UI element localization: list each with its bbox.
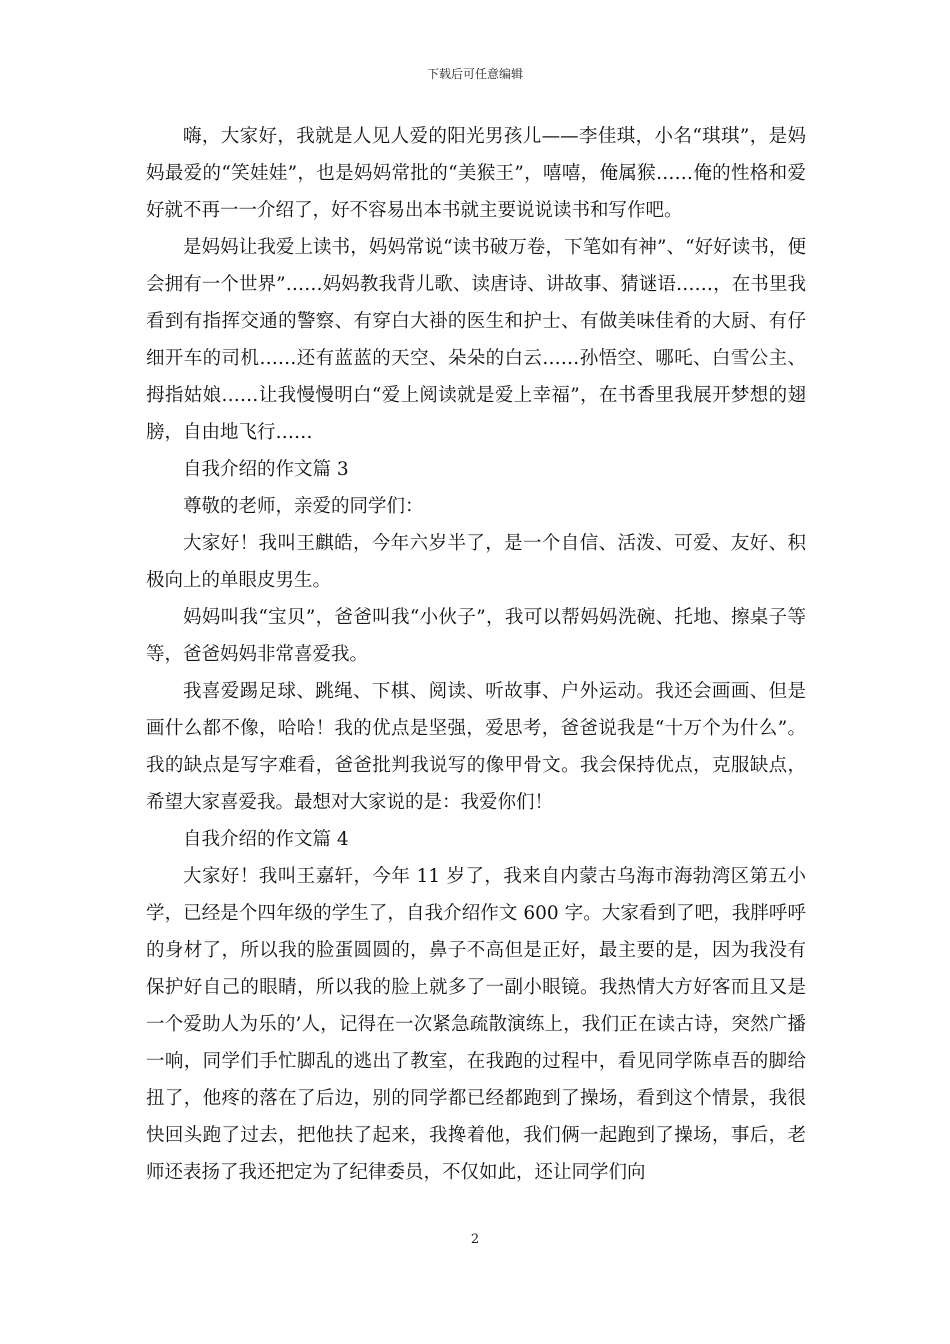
document-body bbox=[146, 118, 806, 1191]
paragraph-wang-jiaxuan: 大家好！我叫王嘉轩，今年 11 岁了，我来自内蒙古乌海市海勃湾区第五小学，已经是个四年级的学生了，自我介绍作文 600 字。大家看到了吧，我胖呼呼的身材了，所以我的脸蛋圆圆的，鼻子不高但是正好，最主要的是，因为我没有保护好自己的眼睛，所以我的脸上就多了一副小眼镜。我热情大方好客而且又是一个爱助人为乐的’人，记得在一次紧急疏散演练上，我们正在读古诗，突然广播一响，同学们手忙脚乱的逃出了教室，在我跑的过程中，看见同学陈卓吾的脚给扭了，他疼的落在了后边，别的同学都已经都跑到了操场，看到这个情景，我很快回头跑了过去，把他扶了起来，我搀着他，我们俩一起跑到了操场，事后，老师还表扬了我还把定为了纪律委员，不仅如此，还让同学们向 bbox=[146, 866, 806, 1183]
paragraph-hobbies: 我喜爱踢足球、跳绳、下棋、阅读、听故事、户外运动。我还会画画、但是画什么都不像，哈哈！我的优点是坚强，爱思考，爸爸说我是“十万个为什么”。我的缺点是写字难看，爸爸批判我说写的像甲骨文。我会保持优点，克服缺点，希望大家喜爱我。最想对大家说的是：我爱你们！ bbox=[146, 681, 806, 813]
section-heading-3: 自我介绍的作文篇 3 bbox=[183, 459, 349, 480]
page-header: 下载后可任意编辑 bbox=[426, 67, 523, 81]
page-number: 2 bbox=[470, 1232, 480, 1247]
paragraph-reading: 是妈妈让我爱上读书，妈妈常说“读书破万卷，下笔如有神”、“好好读书，便会拥有一个世界”……妈妈教我背儿歌、读唐诗、讲故事、猜谜语……，在书里我看到有指挥交通的警察、有穿白大褂的医生和护士、有做美味佳肴的大厨、有仔细开车的司机……还有蓝蓝的天空、朵朵的白云……孙悟空、哪吒、白雪公主、拇指姑娘……让我慢慢明白“爱上阅读就是爱上幸福”，在书香里我展开梦想的翅膀，自由地飞行…… bbox=[146, 237, 806, 443]
paragraph-self-intro: 大家好！我叫王麒皓，今年六岁半了，是一个自信、活泼、可爱、友好、积极向上的单眼皮男生。 bbox=[146, 533, 806, 591]
paragraph-intro: 嗨，大家好，我就是人见人爱的阳光男孩儿——李佳琪，小名“琪琪”，是妈妈最爱的“笑娃娃”，也是妈妈常批的“美猴王”，嘻嘻，俺属猴……俺的性格和爱好就不再一一介绍了，好不容易出本书就主要说说读书和写作吧。 bbox=[146, 126, 806, 221]
paragraph-family: 妈妈叫我“宝贝”，爸爸叫我“小伙子”，我可以帮妈妈洗碗、托地、擦桌子等等，爸爸妈妈非常喜爱我。 bbox=[146, 607, 806, 665]
paragraph-greeting: 尊敬的老师，亲爱的同学们： bbox=[183, 496, 424, 517]
section-heading-4: 自我介绍的作文篇 4 bbox=[183, 829, 349, 850]
